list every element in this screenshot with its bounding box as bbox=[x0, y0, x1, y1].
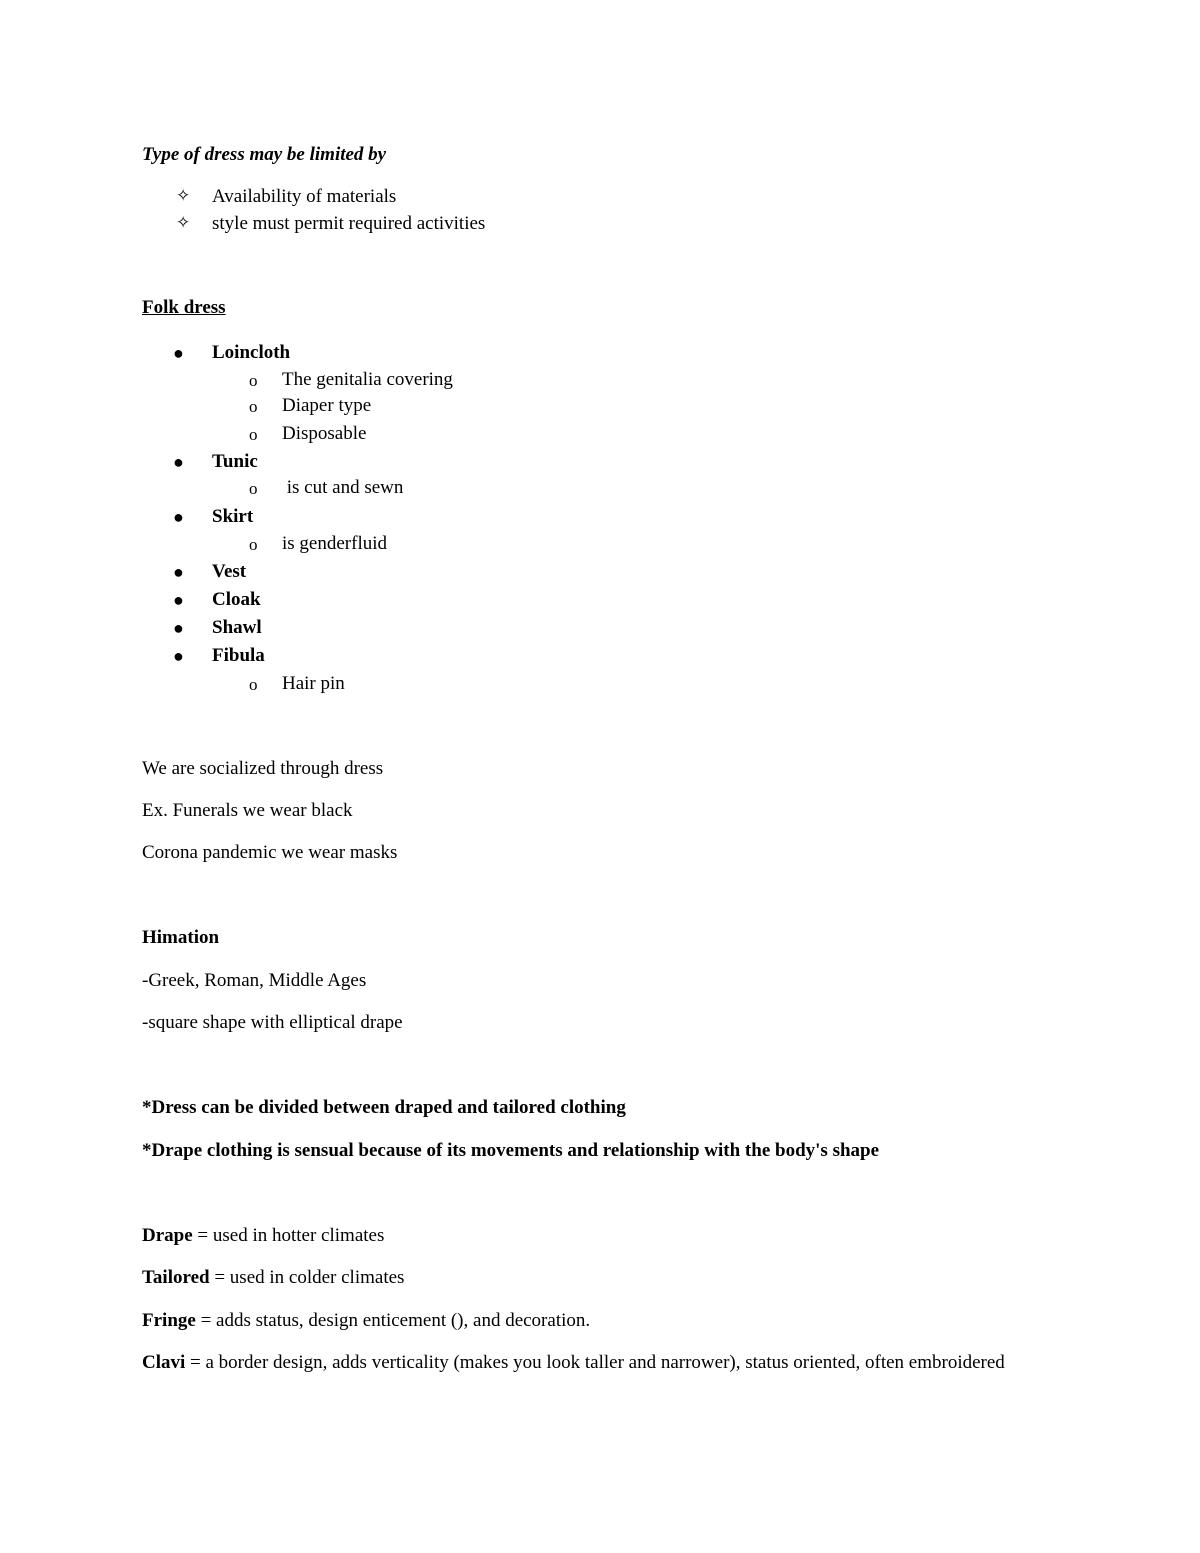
list-item: Loincloth bbox=[212, 342, 291, 363]
bullet-icon: ● bbox=[173, 343, 184, 363]
circle-bullet-icon: o bbox=[249, 397, 258, 416]
list-item: Cloak bbox=[212, 589, 261, 610]
bullet-icon: ● bbox=[173, 618, 184, 638]
definition-term: Clavi bbox=[142, 1352, 186, 1373]
definition bbox=[142, 1349, 1022, 1376]
circle-bullet-icon: o bbox=[249, 371, 258, 390]
definition bbox=[142, 1311, 590, 1330]
paragraph: We are socialized through dress bbox=[142, 758, 384, 779]
sub-list-item: is cut and sewn bbox=[282, 477, 404, 498]
bullet-icon: ● bbox=[173, 646, 184, 666]
sub-list-item: Diaper type bbox=[282, 395, 372, 416]
note: *Drape clothing is sensual because of its movements and relationship with the body's shape bbox=[142, 1140, 880, 1161]
note: *Dress can be divided between draped and tailored clothing bbox=[142, 1097, 626, 1118]
folk-dress-heading: Folk dress bbox=[142, 297, 226, 318]
circle-bullet-icon: o bbox=[249, 675, 258, 694]
circle-bullet-icon: o bbox=[249, 425, 258, 444]
paragraph: Corona pandemic we wear masks bbox=[142, 842, 398, 863]
paragraph: -Greek, Roman, Middle Ages bbox=[142, 970, 367, 991]
list-item: Fibula bbox=[212, 645, 265, 666]
paragraph: -square shape with elliptical drape bbox=[142, 1012, 403, 1033]
list-item: Tunic bbox=[212, 451, 258, 472]
list-item: Shawl bbox=[212, 617, 262, 638]
sub-list-item: Disposable bbox=[282, 423, 367, 444]
definition-text: = a border design, adds verticality (makes you look taller and narrower), status oriented, often embroidered bbox=[185, 1352, 1005, 1373]
list-item: Availability of materials bbox=[212, 186, 397, 207]
definition-term: Drape bbox=[142, 1225, 193, 1246]
definition-text: = adds status, design enticement (), and decoration. bbox=[195, 1310, 591, 1331]
list-item: Vest bbox=[212, 561, 247, 582]
diamond-star-icon: ✧ bbox=[176, 186, 191, 205]
definition-text: = used in hotter climates bbox=[192, 1225, 385, 1246]
definition-term: Fringe bbox=[142, 1310, 196, 1331]
sub-list-item: The genitalia covering bbox=[282, 369, 453, 390]
bullet-icon: ● bbox=[173, 507, 184, 527]
list-item: Skirt bbox=[212, 506, 254, 527]
circle-bullet-icon: o bbox=[249, 479, 258, 498]
paragraph: Ex. Funerals we wear black bbox=[142, 800, 353, 821]
bullet-icon: ● bbox=[173, 452, 184, 472]
sub-list-item: is genderfluid bbox=[282, 533, 388, 554]
definition bbox=[142, 1226, 384, 1245]
diamond-star-icon: ✧ bbox=[176, 213, 191, 232]
bullet-icon: ● bbox=[173, 590, 184, 610]
himation-heading: Himation bbox=[142, 927, 220, 948]
bullet-icon: ● bbox=[173, 562, 184, 582]
list-item: style must permit required activities bbox=[212, 213, 486, 234]
definition-text: = used in colder climates bbox=[209, 1267, 405, 1288]
section-heading: Type of dress may be limited by bbox=[142, 144, 387, 165]
sub-list-item: Hair pin bbox=[282, 673, 345, 694]
definition bbox=[142, 1268, 404, 1287]
definition-term: Tailored bbox=[142, 1267, 210, 1288]
circle-bullet-icon: o bbox=[249, 535, 258, 554]
